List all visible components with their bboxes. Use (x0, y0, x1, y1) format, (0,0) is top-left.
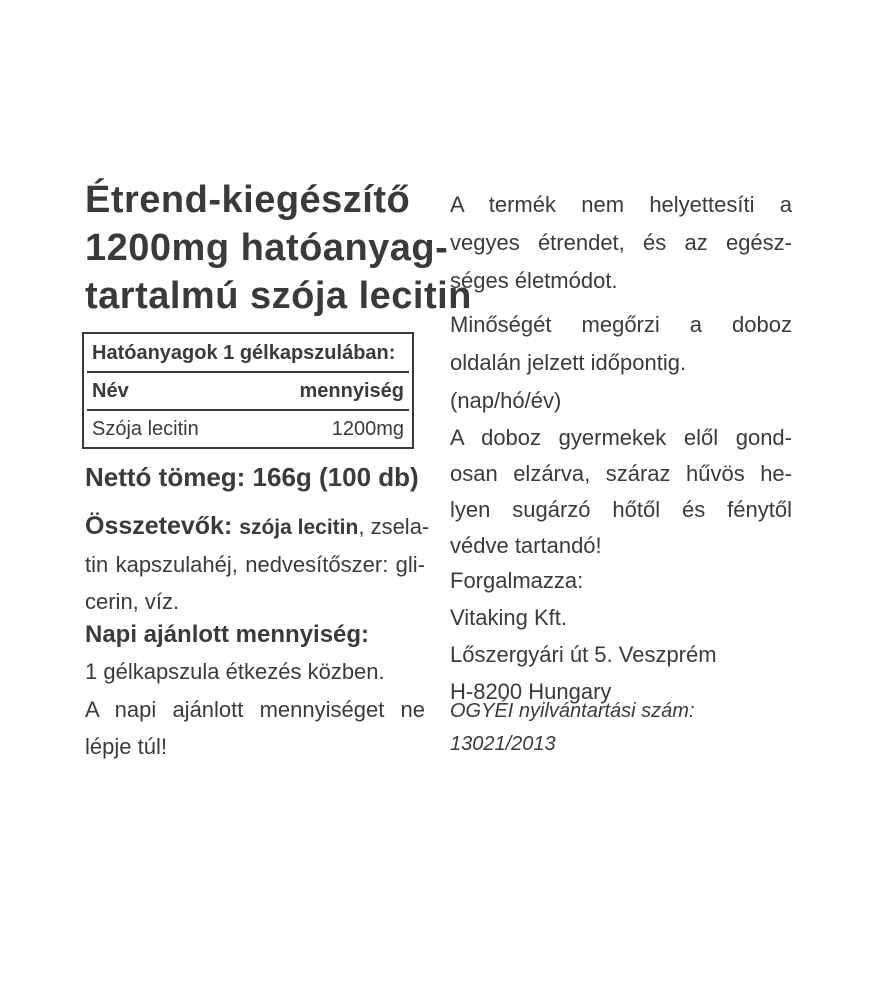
daily-dose-section (85, 616, 425, 690)
overdose-warning: A napi ajánlott mennyiséget ne lépje túl! (85, 697, 425, 759)
daily-dose-heading: Napi ajánlott mennyiség: (85, 621, 370, 648)
ingredients-paragraph (85, 508, 430, 620)
table-row (84, 411, 412, 447)
ingredients-line: tin kapszulahéj, nedvesítőszer: gli- (85, 552, 425, 577)
product-title: Étrend-kiegészítő 1200mg hatóanyag- tartalmú szója lecitin (85, 179, 472, 317)
net-weight: Nettó tömeg: 166g (100 db) (85, 462, 419, 492)
column-header-name: Név (92, 380, 129, 402)
ingredients-line: cerin, víz. (85, 589, 180, 614)
ingredients-line (85, 508, 430, 546)
paragraph-storage-note: A doboz gyermekek elől gond- osan elzárva, száraz hűvös he- lyen sugárzó hőtől és fénytől védve tartandó! (450, 425, 792, 558)
table-title: Hatóanyagok 1 gélkapszulában: (92, 342, 396, 364)
ingredients-label: Összetevők: (85, 512, 233, 540)
ingredient-name: Szója lecitin (92, 418, 199, 440)
ingredients-main: szója lecitin (239, 516, 359, 539)
active-ingredients-table (82, 332, 414, 449)
paragraph-quality-note: Minőségét megőrzi a doboz oldalán jelzett időpontig. (nap/hó/év) (450, 312, 792, 413)
ingredient-quantity: 1200mg (331, 418, 404, 440)
column-header-quantity: mennyiség (299, 380, 404, 402)
ingredients-rest: , zsela- (358, 514, 430, 539)
paragraph-diet-note: A termék nem helyettesíti a vegyes étrendet, és az egész- séges életmódot. (450, 192, 792, 293)
paragraph-registration-number: OGYÉI nyilvántartási szám: 13021/2013 (450, 700, 695, 755)
daily-dose-text: 1 gélkapszula étkezés közben. (85, 659, 385, 684)
paragraph-distributor: Forgalmazza: Vitaking Kft. Lőszergyári út 5. Veszprém H-8200 Hungary (450, 568, 717, 704)
table-column-headers (84, 373, 412, 409)
